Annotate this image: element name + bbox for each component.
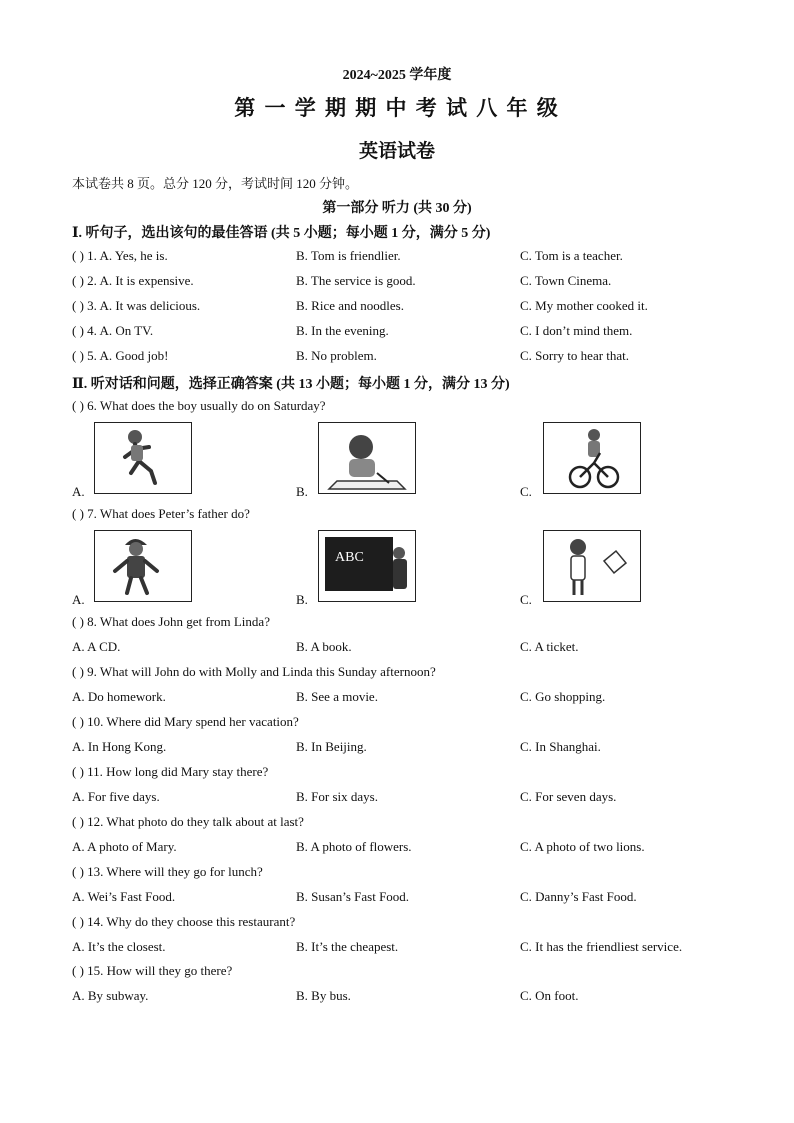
- answer-option-b: B. For six days.: [296, 789, 378, 804]
- answer-row: [72, 939, 752, 957]
- question-option-a: ( ) 4. A. On TV.: [72, 323, 154, 338]
- blackboard-text: ABC: [335, 550, 364, 565]
- answer-row: [72, 889, 752, 907]
- answer-option-a: A. A CD.: [72, 639, 121, 654]
- question-option-a: ( ) 3. A. It was delicious.: [72, 298, 201, 313]
- question-6: ( ) 6. What does the boy usually do on Saturday?: [72, 398, 326, 413]
- answer-row: [72, 839, 752, 857]
- answer-option-a: A. A photo of Mary.: [72, 839, 177, 854]
- exam-title: 第 一 学 期 期 中 考 试 八 年 级: [234, 96, 560, 120]
- question-row: [72, 323, 752, 341]
- answer-row: [72, 639, 752, 657]
- picture-doctor: [543, 530, 641, 602]
- question-option-c: C. Sorry to hear that.: [520, 348, 630, 363]
- question-row: [72, 348, 752, 366]
- answer-option-b: B. A photo of flowers.: [296, 839, 412, 854]
- question-11: ( ) 11. How long did Mary stay there?: [72, 764, 269, 779]
- answer-option-b: B. See a movie.: [296, 689, 378, 704]
- answer-row: [72, 789, 752, 807]
- answer-row: [72, 739, 752, 757]
- option-b-label: B.: [296, 592, 308, 607]
- question-option-c: C. Tom is a teacher.: [520, 248, 623, 263]
- answer-option-c: C. Go shopping.: [520, 689, 606, 704]
- picture-running-boy: [94, 422, 192, 494]
- answer-option-c: C. Danny’s Fast Food.: [520, 889, 637, 904]
- question-15: ( ) 15. How will they go there?: [72, 963, 233, 978]
- question-option-b: B. Rice and noodles.: [296, 298, 404, 313]
- exam-year: 2024~2025 学年度: [342, 68, 452, 83]
- picture-boy-writing: [318, 422, 416, 494]
- question-10: ( ) 10. Where did Mary spend her vacation?: [72, 714, 299, 729]
- question-row: [72, 273, 752, 291]
- answer-option-b: B. By bus.: [296, 988, 351, 1003]
- answer-option-c: C. A ticket.: [520, 639, 579, 654]
- answer-option-a: A. For five days.: [72, 789, 160, 804]
- question-14: ( ) 14. Why do they choose this restaurant?: [72, 914, 296, 929]
- option-b-label: B.: [296, 484, 308, 499]
- answer-option-a: A. In Hong Kong.: [72, 739, 167, 754]
- answer-option-a: A. Wei’s Fast Food.: [72, 889, 176, 904]
- question-row: [72, 248, 752, 266]
- question-12: ( ) 12. What photo do they talk about at last?: [72, 814, 304, 829]
- section2-title: Ⅱ. 听对话和问题，选择正确答案 (共 13 小题；每小题 1 分，满分 13 分): [72, 377, 510, 392]
- question-option-b: B. Tom is friendlier.: [296, 248, 401, 263]
- option-c-label: C.: [520, 592, 532, 607]
- question-option-b: B. The service is good.: [296, 273, 416, 288]
- question-option-a: ( ) 2. A. It is expensive.: [72, 273, 194, 288]
- question-8: ( ) 8. What does John get from Linda?: [72, 614, 270, 629]
- answer-option-a: A. By subway.: [72, 988, 149, 1003]
- section1-title: Ⅰ. 听句子，选出该句的最佳答语 (共 5 小题；每小题 1 分，满分 5 分): [72, 226, 491, 241]
- option-a-label: A.: [72, 484, 85, 499]
- question-option-c: C. I don’t mind them.: [520, 323, 633, 338]
- answer-option-b: B. In Beijing.: [296, 739, 367, 754]
- question-option-c: C. My mother cooked it.: [520, 298, 648, 313]
- question-option-b: B. In the evening.: [296, 323, 389, 338]
- question-7: ( ) 7. What does Peter’s father do?: [72, 506, 250, 521]
- question-option-a: ( ) 5. A. Good job!: [72, 348, 169, 363]
- answer-option-a: A. It’s the closest.: [72, 939, 166, 954]
- answer-option-b: B. A book.: [296, 639, 352, 654]
- question-row: [72, 298, 752, 316]
- question-9: ( ) 9. What will John do with Molly and Linda this Sunday afternoon?: [72, 664, 436, 679]
- question-option-a: ( ) 1. A. Yes, he is.: [72, 248, 168, 263]
- answer-row: [72, 988, 752, 1006]
- option-c-label: C.: [520, 484, 532, 499]
- answer-option-b: B. Susan’s Fast Food.: [296, 889, 410, 904]
- answer-option-c: C. On foot.: [520, 988, 579, 1003]
- answer-option-a: A. Do homework.: [72, 689, 166, 704]
- question-option-b: B. No problem.: [296, 348, 377, 363]
- answer-option-c: C. It has the friendliest service.: [520, 939, 683, 954]
- question-13: ( ) 13. Where will they go for lunch?: [72, 864, 263, 879]
- picture-boy-cycling: [543, 422, 641, 494]
- answer-option-c: C. A photo of two lions.: [520, 839, 645, 854]
- exam-subtitle: 英语试卷: [358, 141, 435, 162]
- answer-row: [72, 689, 752, 707]
- answer-option-c: C. In Shanghai.: [520, 739, 601, 754]
- answer-option-c: C. For seven days.: [520, 789, 617, 804]
- answer-option-b: B. It’s the cheapest.: [296, 939, 399, 954]
- option-a-label: A.: [72, 592, 85, 607]
- part1-title: 第一部分 听力 (共 30 分): [322, 201, 472, 216]
- exam-intro: 本试卷共 8 页。总分 120 分，考试时间 120 分钟。: [72, 176, 359, 191]
- question-option-c: C. Town Cinema.: [520, 273, 612, 288]
- picture-firefighter: [94, 530, 192, 602]
- picture-teacher-blackboard: [318, 530, 416, 602]
